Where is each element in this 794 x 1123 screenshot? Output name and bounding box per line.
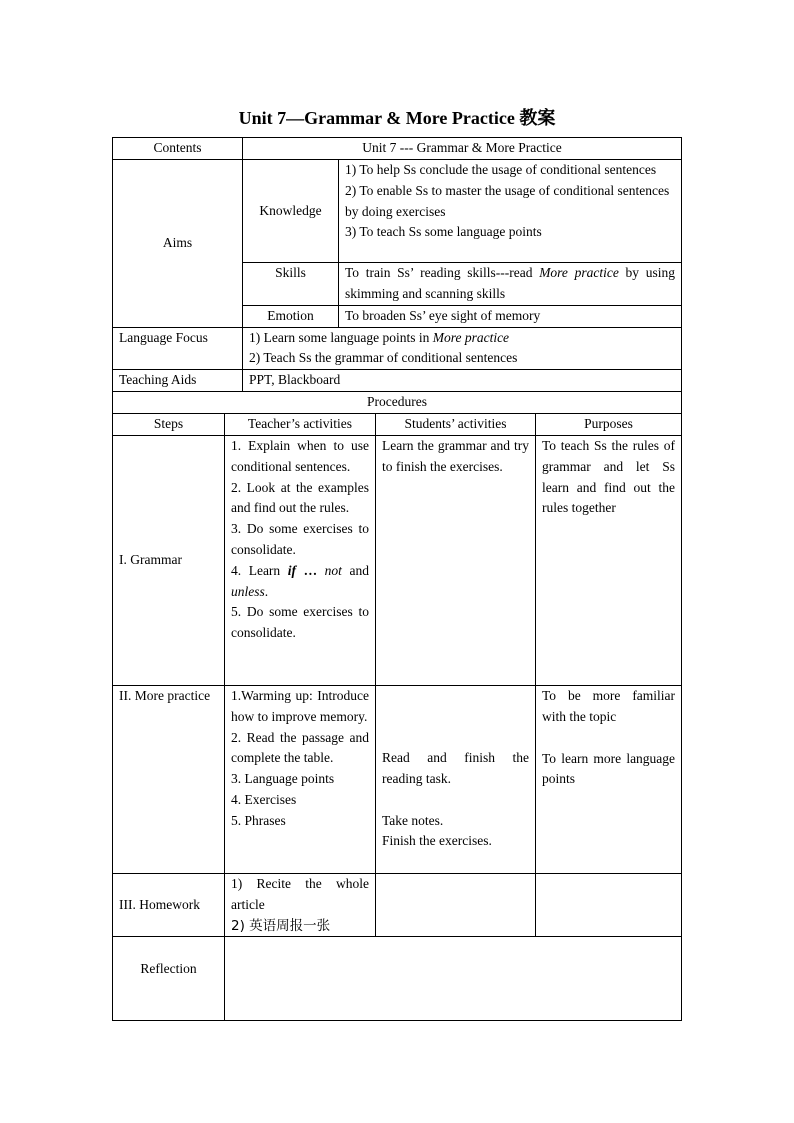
students-activities-more: [376, 685, 536, 873]
t4-unless: unless: [231, 583, 265, 599]
grammar-teacher-1: 1. Explain when to use conditional sentences.: [231, 437, 369, 474]
more-teacher-3: 3. Language points: [231, 771, 335, 787]
grammar-teacher-5: 5. Do some exercises to consolidate.: [231, 604, 369, 641]
more-student-2: Take notes.: [382, 812, 444, 828]
aims-label: Aims: [113, 160, 243, 328]
grammar-teacher-2: 2. Look at the examples and find out the rules.: [231, 479, 369, 516]
more-student-1: Read and finish the reading task.: [382, 749, 529, 786]
reflection-content: [225, 937, 682, 1021]
purposes-grammar: To teach Ss the rules of grammar and let Ss learn and find out the rules together: [536, 435, 682, 685]
skills-text-post: by using skimming and scanning skills: [345, 265, 675, 301]
knowledge-label: Knowledge: [243, 160, 339, 263]
more-purpose-1: To be more familiar with the topic: [542, 687, 676, 724]
col-header-purposes: Purposes: [536, 413, 682, 435]
t4-not: not: [324, 562, 342, 578]
language-focus-item-2: 2) Teach Ss the grammar of conditional sentences: [249, 350, 518, 366]
col-header-students: Students’ activities: [376, 413, 536, 435]
more-teacher-4: 4. Exercises: [231, 791, 297, 807]
col-header-teacher: Teacher’s activities: [225, 413, 376, 435]
more-teacher-2: 2. Read the passage and complete the table.: [231, 729, 369, 766]
focus-1-italic: More practice: [432, 329, 510, 345]
skills-text-pre: To train Ss’ reading skills---read: [345, 265, 540, 280]
more-student-3: Finish the exercises.: [382, 833, 492, 849]
teacher-activities-homework: [225, 873, 376, 936]
knowledge-item-2: 2) To enable Ss to master the usage of conditional sentences by doing exercises: [345, 182, 670, 219]
emotion-label: Emotion: [243, 305, 339, 327]
contents-value: Unit 7 --- Grammar & More Practice: [243, 138, 682, 160]
students-activities-grammar: Learn the grammar and try to finish the exercises.: [376, 435, 536, 685]
more-teacher-1: 1.Warming up: Introduce how to improve memory.: [231, 687, 369, 724]
teacher-activities-more: [225, 685, 376, 873]
knowledge-cell: [339, 160, 682, 263]
grammar-teacher-3: 3. Do some exercises to consolidate.: [231, 521, 369, 557]
homework-item-2: 2) 英语周报一张: [231, 917, 331, 934]
focus-1-text: 1) Learn some language points in: [249, 329, 433, 345]
t4-and: and: [341, 562, 370, 578]
purposes-homework: [536, 873, 682, 936]
more-purpose-2: To learn more language points: [542, 750, 676, 787]
page-title: Unit 7—Grammar & More Practice 教案: [238, 108, 556, 128]
skills-text-italic: More practice: [539, 265, 619, 280]
t4-end: .: [264, 583, 269, 599]
teaching-aids-label: Teaching Aids: [113, 370, 243, 392]
step-homework: III. Homework: [113, 873, 225, 936]
t4-dots: …: [296, 562, 325, 578]
reflection-label: Reflection: [113, 937, 225, 1021]
teaching-aids-value: PPT, Blackboard: [243, 370, 682, 392]
more-teacher-5: 5. Phrases: [231, 812, 286, 828]
students-activities-homework: [376, 873, 536, 936]
skills-value: [339, 263, 682, 306]
homework-item-1: 1) Recite the whole article: [231, 875, 369, 912]
language-focus-value: [243, 327, 682, 370]
knowledge-item-3: 3) To teach Ss some language points: [345, 224, 542, 240]
language-focus-label: Language Focus: [113, 327, 243, 370]
lesson-plan-top-table: [112, 137, 681, 1021]
teacher-activities-grammar: [225, 435, 376, 685]
knowledge-item-1: 1) To help Ss conclude the usage of conditional sentences: [345, 162, 657, 177]
step-grammar: I. Grammar: [113, 435, 225, 685]
skills-label: Skills: [243, 263, 339, 306]
col-header-steps: Steps: [113, 413, 225, 435]
procedures-header: Procedures: [113, 392, 682, 414]
procedures-table: [112, 391, 682, 1021]
t4-pre: 4. Learn: [231, 562, 288, 578]
step-more-practice: II. More practice: [113, 685, 225, 873]
grammar-teacher-4: [231, 561, 369, 603]
contents-label: Contents: [113, 138, 243, 160]
purposes-more: [536, 685, 682, 873]
t4-if: if: [287, 562, 297, 578]
emotion-value: To broaden Ss’ eye sight of memory: [339, 305, 682, 327]
language-focus-item-1: [249, 328, 675, 349]
